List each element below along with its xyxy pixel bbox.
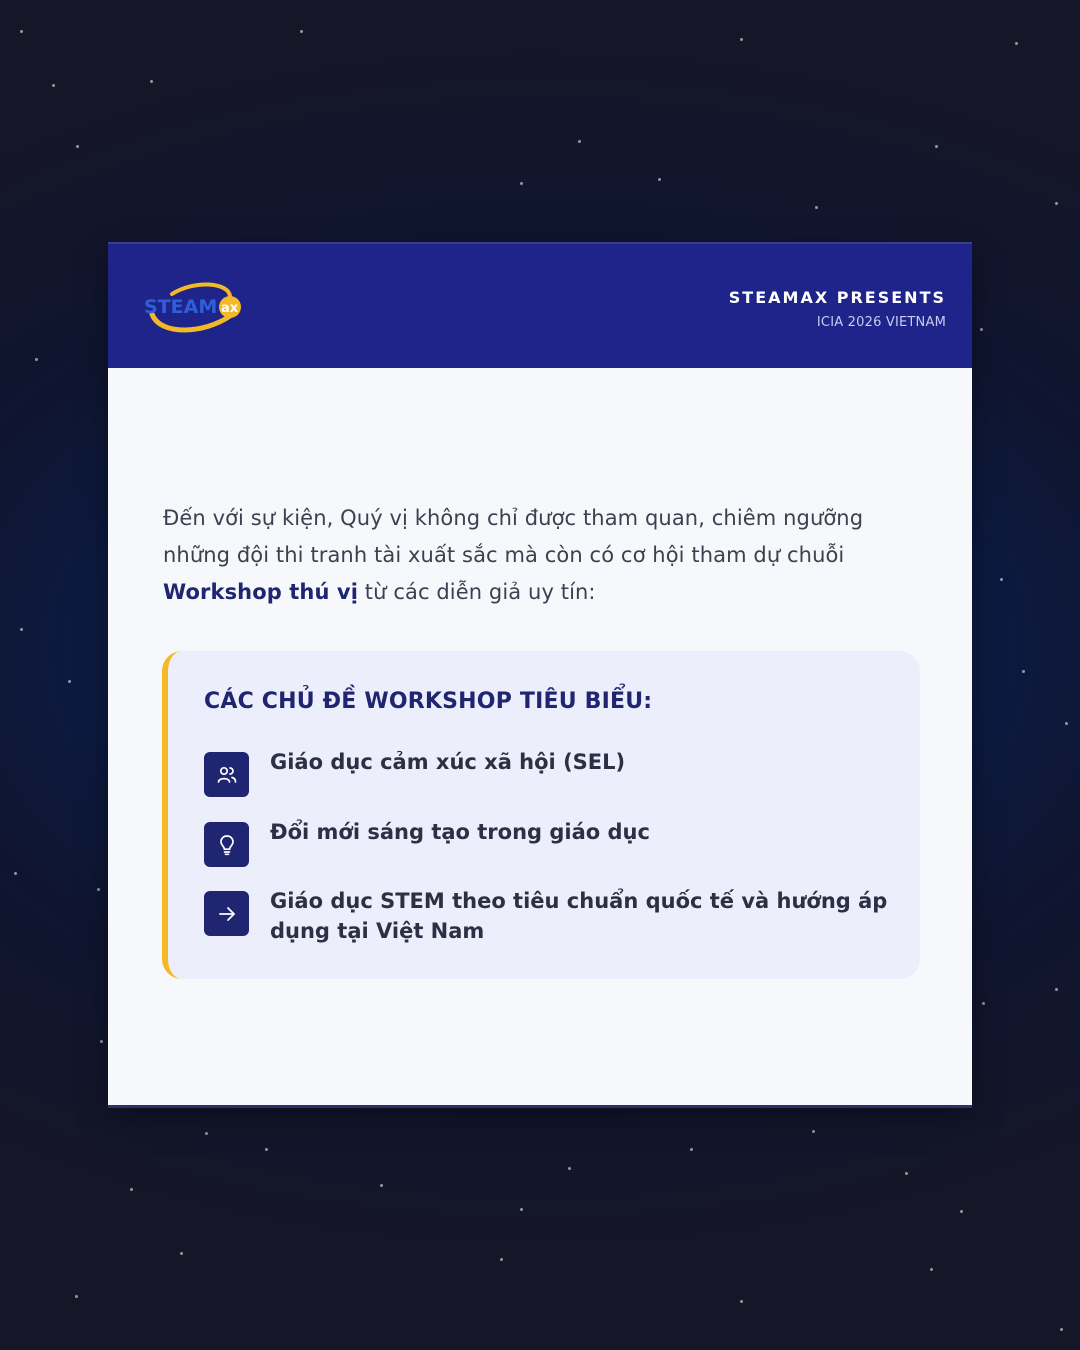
svg-text:ax: ax <box>221 301 239 316</box>
intro-text-before: Đến với sự kiện, Quý vị không chỉ được tham quan, chiêm ngưỡng những đội thi tranh tài xuất sắc mà còn có cơ hội tham dự chuỗi <box>163 506 864 567</box>
topic-label: Đổi mới sáng tạo trong giáo dục <box>270 820 650 844</box>
users-icon <box>204 752 249 797</box>
header-title-group <box>729 288 946 330</box>
presents-label: STEAMAX PRESENTS <box>728 288 946 307</box>
topics-title: CÁC CHỦ ĐỀ WORKSHOP TIÊU BIỂU: <box>204 689 653 714</box>
arrow-right-icon <box>204 891 249 936</box>
info-card <box>108 242 972 1108</box>
steamax-logo-graphic <box>144 278 248 338</box>
event-label: ICIA 2026 VIETNAM <box>816 315 946 330</box>
steamax-logo <box>144 278 248 338</box>
intro-paragraph <box>163 500 933 611</box>
intro-highlight: Workshop thú vị <box>163 580 359 604</box>
topic-label: Giáo dục cảm xúc xã hội (SEL) <box>270 750 626 774</box>
intro-text-after: từ các diễn giả uy tín: <box>358 580 596 604</box>
lightbulb-icon <box>204 822 249 867</box>
workshop-topics-box <box>162 651 920 979</box>
svg-text:STEAM: STEAM <box>144 296 218 318</box>
card-header <box>108 242 972 368</box>
topic-label: Giáo dục STEM theo tiêu chuẩn quốc tế và hướng áp dụng tại Việt Nam <box>270 889 888 943</box>
